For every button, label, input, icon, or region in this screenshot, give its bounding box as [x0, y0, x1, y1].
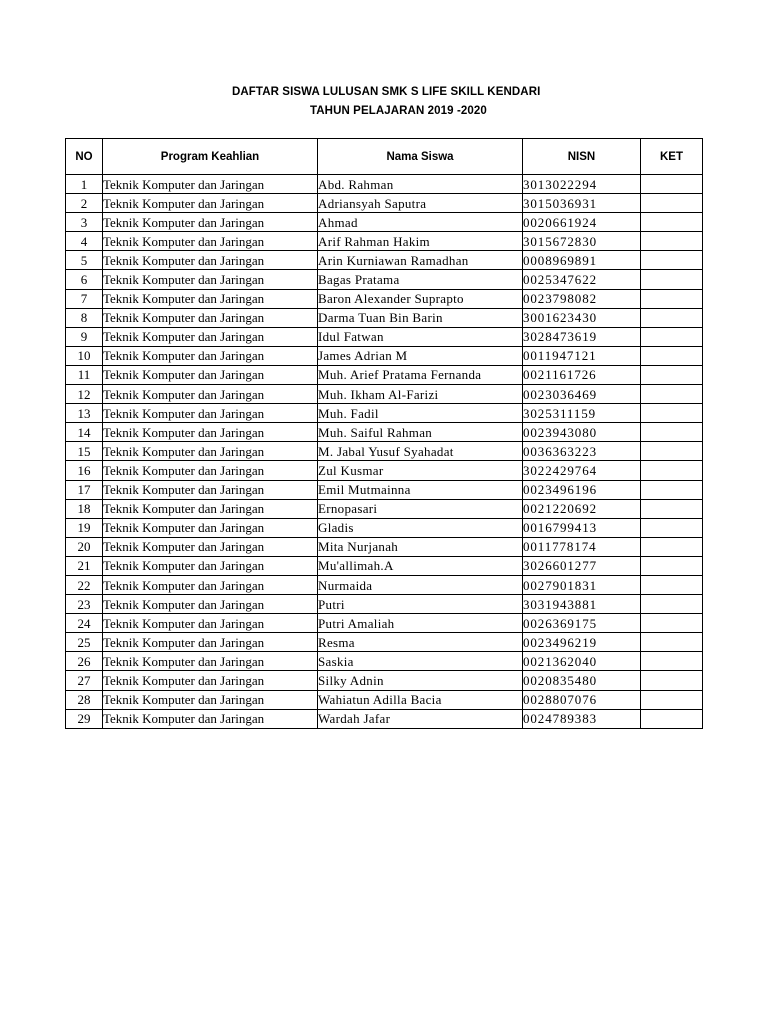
cell-nisn: 0023943080	[523, 423, 641, 442]
cell-no: 28	[66, 690, 103, 709]
cell-student-name: Wardah Jafar	[318, 709, 523, 728]
table-row	[66, 709, 703, 728]
table-row	[66, 289, 703, 308]
cell-student-name: Idul Fatwan	[318, 327, 523, 346]
header-program: Program Keahlian	[103, 139, 318, 175]
header-no: NO	[66, 139, 103, 175]
cell-no: 27	[66, 671, 103, 690]
cell-student-name: Saskia	[318, 652, 523, 671]
cell-student-name: Bagas Pratama	[318, 270, 523, 289]
cell-no: 15	[66, 442, 103, 461]
cell-student-name: Muh. Ikham Al-Farizi	[318, 385, 523, 404]
cell-nisn: 0008969891	[523, 251, 641, 270]
cell-student-name: Ernopasari	[318, 499, 523, 518]
cell-program: Teknik Komputer dan Jaringan	[103, 194, 318, 213]
cell-student-name: Gladis	[318, 518, 523, 537]
table-row	[66, 327, 703, 346]
cell-ket	[641, 595, 703, 614]
cell-no: 2	[66, 194, 103, 213]
cell-nisn: 0021362040	[523, 652, 641, 671]
table-row	[66, 480, 703, 499]
cell-no: 9	[66, 327, 103, 346]
table-row	[66, 537, 703, 556]
cell-program: Teknik Komputer dan Jaringan	[103, 652, 318, 671]
cell-student-name: James Adrian M	[318, 346, 523, 365]
cell-student-name: Wahiatun Adilla Bacia	[318, 690, 523, 709]
cell-nisn: 0016799413	[523, 518, 641, 537]
table-row	[66, 575, 703, 594]
cell-program: Teknik Komputer dan Jaringan	[103, 614, 318, 633]
cell-no: 23	[66, 595, 103, 614]
cell-ket	[641, 614, 703, 633]
table-row	[66, 251, 703, 270]
table-row	[66, 213, 703, 232]
cell-ket	[641, 537, 703, 556]
cell-ket	[641, 461, 703, 480]
cell-ket	[641, 671, 703, 690]
cell-student-name: Resma	[318, 633, 523, 652]
cell-ket	[641, 365, 703, 384]
table-row	[66, 671, 703, 690]
cell-student-name: Putri	[318, 595, 523, 614]
table-row	[66, 499, 703, 518]
cell-nisn: 3022429764	[523, 461, 641, 480]
cell-program: Teknik Komputer dan Jaringan	[103, 385, 318, 404]
cell-nisn: 0025347622	[523, 270, 641, 289]
table-body	[66, 175, 703, 729]
cell-no: 3	[66, 213, 103, 232]
cell-nisn: 0027901831	[523, 575, 641, 594]
student-table	[65, 138, 703, 729]
cell-program: Teknik Komputer dan Jaringan	[103, 327, 318, 346]
cell-no: 4	[66, 232, 103, 251]
cell-student-name: Nurmaida	[318, 575, 523, 594]
cell-student-name: Darma Tuan Bin Barin	[318, 308, 523, 327]
cell-no: 22	[66, 575, 103, 594]
cell-no: 12	[66, 385, 103, 404]
cell-ket	[641, 270, 703, 289]
cell-program: Teknik Komputer dan Jaringan	[103, 289, 318, 308]
cell-ket	[641, 308, 703, 327]
cell-ket	[641, 556, 703, 575]
cell-student-name: Muh. Saiful Rahman	[318, 423, 523, 442]
cell-ket	[641, 709, 703, 728]
cell-nisn: 0011778174	[523, 537, 641, 556]
cell-nisn: 0020835480	[523, 671, 641, 690]
cell-student-name: Emil Mutmainna	[318, 480, 523, 499]
header-ket: KET	[641, 139, 703, 175]
cell-no: 17	[66, 480, 103, 499]
cell-nisn: 0036363223	[523, 442, 641, 461]
cell-no: 25	[66, 633, 103, 652]
cell-nisn: 3015036931	[523, 194, 641, 213]
table-row	[66, 404, 703, 423]
cell-student-name: Silky Adnin	[318, 671, 523, 690]
cell-ket	[641, 327, 703, 346]
document-title: DAFTAR SISWA LULUSAN SMK S LIFE SKILL KENDARI	[232, 86, 541, 98]
cell-ket	[641, 499, 703, 518]
cell-program: Teknik Komputer dan Jaringan	[103, 575, 318, 594]
header-name: Nama Siswa	[318, 139, 523, 175]
cell-nisn: 0026369175	[523, 614, 641, 633]
cell-nisn: 3013022294	[523, 175, 641, 194]
cell-student-name: Adriansyah Saputra	[318, 194, 523, 213]
table-row	[66, 461, 703, 480]
cell-program: Teknik Komputer dan Jaringan	[103, 537, 318, 556]
cell-nisn: 0021220692	[523, 499, 641, 518]
cell-no: 29	[66, 709, 103, 728]
cell-ket	[641, 404, 703, 423]
cell-ket	[641, 480, 703, 499]
cell-nisn: 3015672830	[523, 232, 641, 251]
cell-nisn: 0021161726	[523, 365, 641, 384]
cell-ket	[641, 251, 703, 270]
cell-student-name: Baron Alexander Suprapto	[318, 289, 523, 308]
cell-ket	[641, 213, 703, 232]
cell-student-name: Muh. Arief Pratama Fernanda	[318, 365, 523, 384]
cell-no: 16	[66, 461, 103, 480]
cell-program: Teknik Komputer dan Jaringan	[103, 365, 318, 384]
cell-student-name: Arif Rahman Hakim	[318, 232, 523, 251]
cell-nisn: 0020661924	[523, 213, 641, 232]
table-row	[66, 595, 703, 614]
cell-no: 14	[66, 423, 103, 442]
table-row	[66, 652, 703, 671]
table-row	[66, 308, 703, 327]
cell-ket	[641, 442, 703, 461]
cell-nisn: 0023496219	[523, 633, 641, 652]
cell-program: Teknik Komputer dan Jaringan	[103, 270, 318, 289]
cell-program: Teknik Komputer dan Jaringan	[103, 423, 318, 442]
cell-no: 10	[66, 346, 103, 365]
table-row	[66, 518, 703, 537]
cell-student-name: Mita Nurjanah	[318, 537, 523, 556]
cell-nisn: 3025311159	[523, 404, 641, 423]
table-row	[66, 175, 703, 194]
cell-nisn: 0011947121	[523, 346, 641, 365]
cell-student-name: Putri Amaliah	[318, 614, 523, 633]
cell-ket	[641, 633, 703, 652]
cell-ket	[641, 690, 703, 709]
cell-no: 5	[66, 251, 103, 270]
cell-program: Teknik Komputer dan Jaringan	[103, 404, 318, 423]
cell-ket	[641, 423, 703, 442]
table-row	[66, 633, 703, 652]
cell-ket	[641, 385, 703, 404]
table-row	[66, 556, 703, 575]
cell-program: Teknik Komputer dan Jaringan	[103, 346, 318, 365]
cell-program: Teknik Komputer dan Jaringan	[103, 213, 318, 232]
cell-nisn: 0024789383	[523, 709, 641, 728]
cell-no: 13	[66, 404, 103, 423]
cell-student-name: Muh. Fadil	[318, 404, 523, 423]
table-row	[66, 690, 703, 709]
cell-student-name: Ahmad	[318, 213, 523, 232]
cell-nisn: 3031943881	[523, 595, 641, 614]
table-row	[66, 194, 703, 213]
cell-ket	[641, 232, 703, 251]
table-row	[66, 346, 703, 365]
table-row	[66, 232, 703, 251]
cell-no: 24	[66, 614, 103, 633]
cell-no: 20	[66, 537, 103, 556]
cell-ket	[641, 575, 703, 594]
cell-ket	[641, 518, 703, 537]
cell-no: 19	[66, 518, 103, 537]
cell-program: Teknik Komputer dan Jaringan	[103, 461, 318, 480]
cell-program: Teknik Komputer dan Jaringan	[103, 442, 318, 461]
table-row	[66, 442, 703, 461]
cell-nisn: 3001623430	[523, 308, 641, 327]
document-subtitle: TAHUN PELAJARAN 2019 -2020	[310, 105, 487, 117]
cell-nisn: 0028807076	[523, 690, 641, 709]
cell-student-name: Arin Kurniawan Ramadhan	[318, 251, 523, 270]
cell-nisn: 0023798082	[523, 289, 641, 308]
cell-program: Teknik Komputer dan Jaringan	[103, 499, 318, 518]
cell-program: Teknik Komputer dan Jaringan	[103, 709, 318, 728]
cell-program: Teknik Komputer dan Jaringan	[103, 595, 318, 614]
cell-no: 26	[66, 652, 103, 671]
cell-program: Teknik Komputer dan Jaringan	[103, 480, 318, 499]
cell-no: 21	[66, 556, 103, 575]
cell-ket	[641, 652, 703, 671]
cell-no: 18	[66, 499, 103, 518]
cell-ket	[641, 289, 703, 308]
cell-student-name: Abd. Rahman	[318, 175, 523, 194]
cell-program: Teknik Komputer dan Jaringan	[103, 633, 318, 652]
cell-program: Teknik Komputer dan Jaringan	[103, 556, 318, 575]
cell-program: Teknik Komputer dan Jaringan	[103, 251, 318, 270]
cell-ket	[641, 175, 703, 194]
cell-nisn: 0023036469	[523, 385, 641, 404]
cell-student-name: M. Jabal Yusuf Syahadat	[318, 442, 523, 461]
cell-program: Teknik Komputer dan Jaringan	[103, 175, 318, 194]
cell-nisn: 3028473619	[523, 327, 641, 346]
table-header-row	[66, 139, 703, 175]
table-row	[66, 365, 703, 384]
cell-no: 7	[66, 289, 103, 308]
cell-program: Teknik Komputer dan Jaringan	[103, 518, 318, 537]
table-row	[66, 423, 703, 442]
cell-nisn: 0023496196	[523, 480, 641, 499]
cell-student-name: Mu'allimah.A	[318, 556, 523, 575]
header-nisn: NISN	[523, 139, 641, 175]
cell-no: 1	[66, 175, 103, 194]
cell-ket	[641, 346, 703, 365]
cell-ket	[641, 194, 703, 213]
table-row	[66, 385, 703, 404]
cell-no: 11	[66, 365, 103, 384]
table-row	[66, 614, 703, 633]
cell-no: 8	[66, 308, 103, 327]
table-row	[66, 270, 703, 289]
cell-program: Teknik Komputer dan Jaringan	[103, 308, 318, 327]
cell-program: Teknik Komputer dan Jaringan	[103, 690, 318, 709]
cell-no: 6	[66, 270, 103, 289]
cell-program: Teknik Komputer dan Jaringan	[103, 671, 318, 690]
cell-student-name: Zul Kusmar	[318, 461, 523, 480]
cell-nisn: 3026601277	[523, 556, 641, 575]
cell-program: Teknik Komputer dan Jaringan	[103, 232, 318, 251]
